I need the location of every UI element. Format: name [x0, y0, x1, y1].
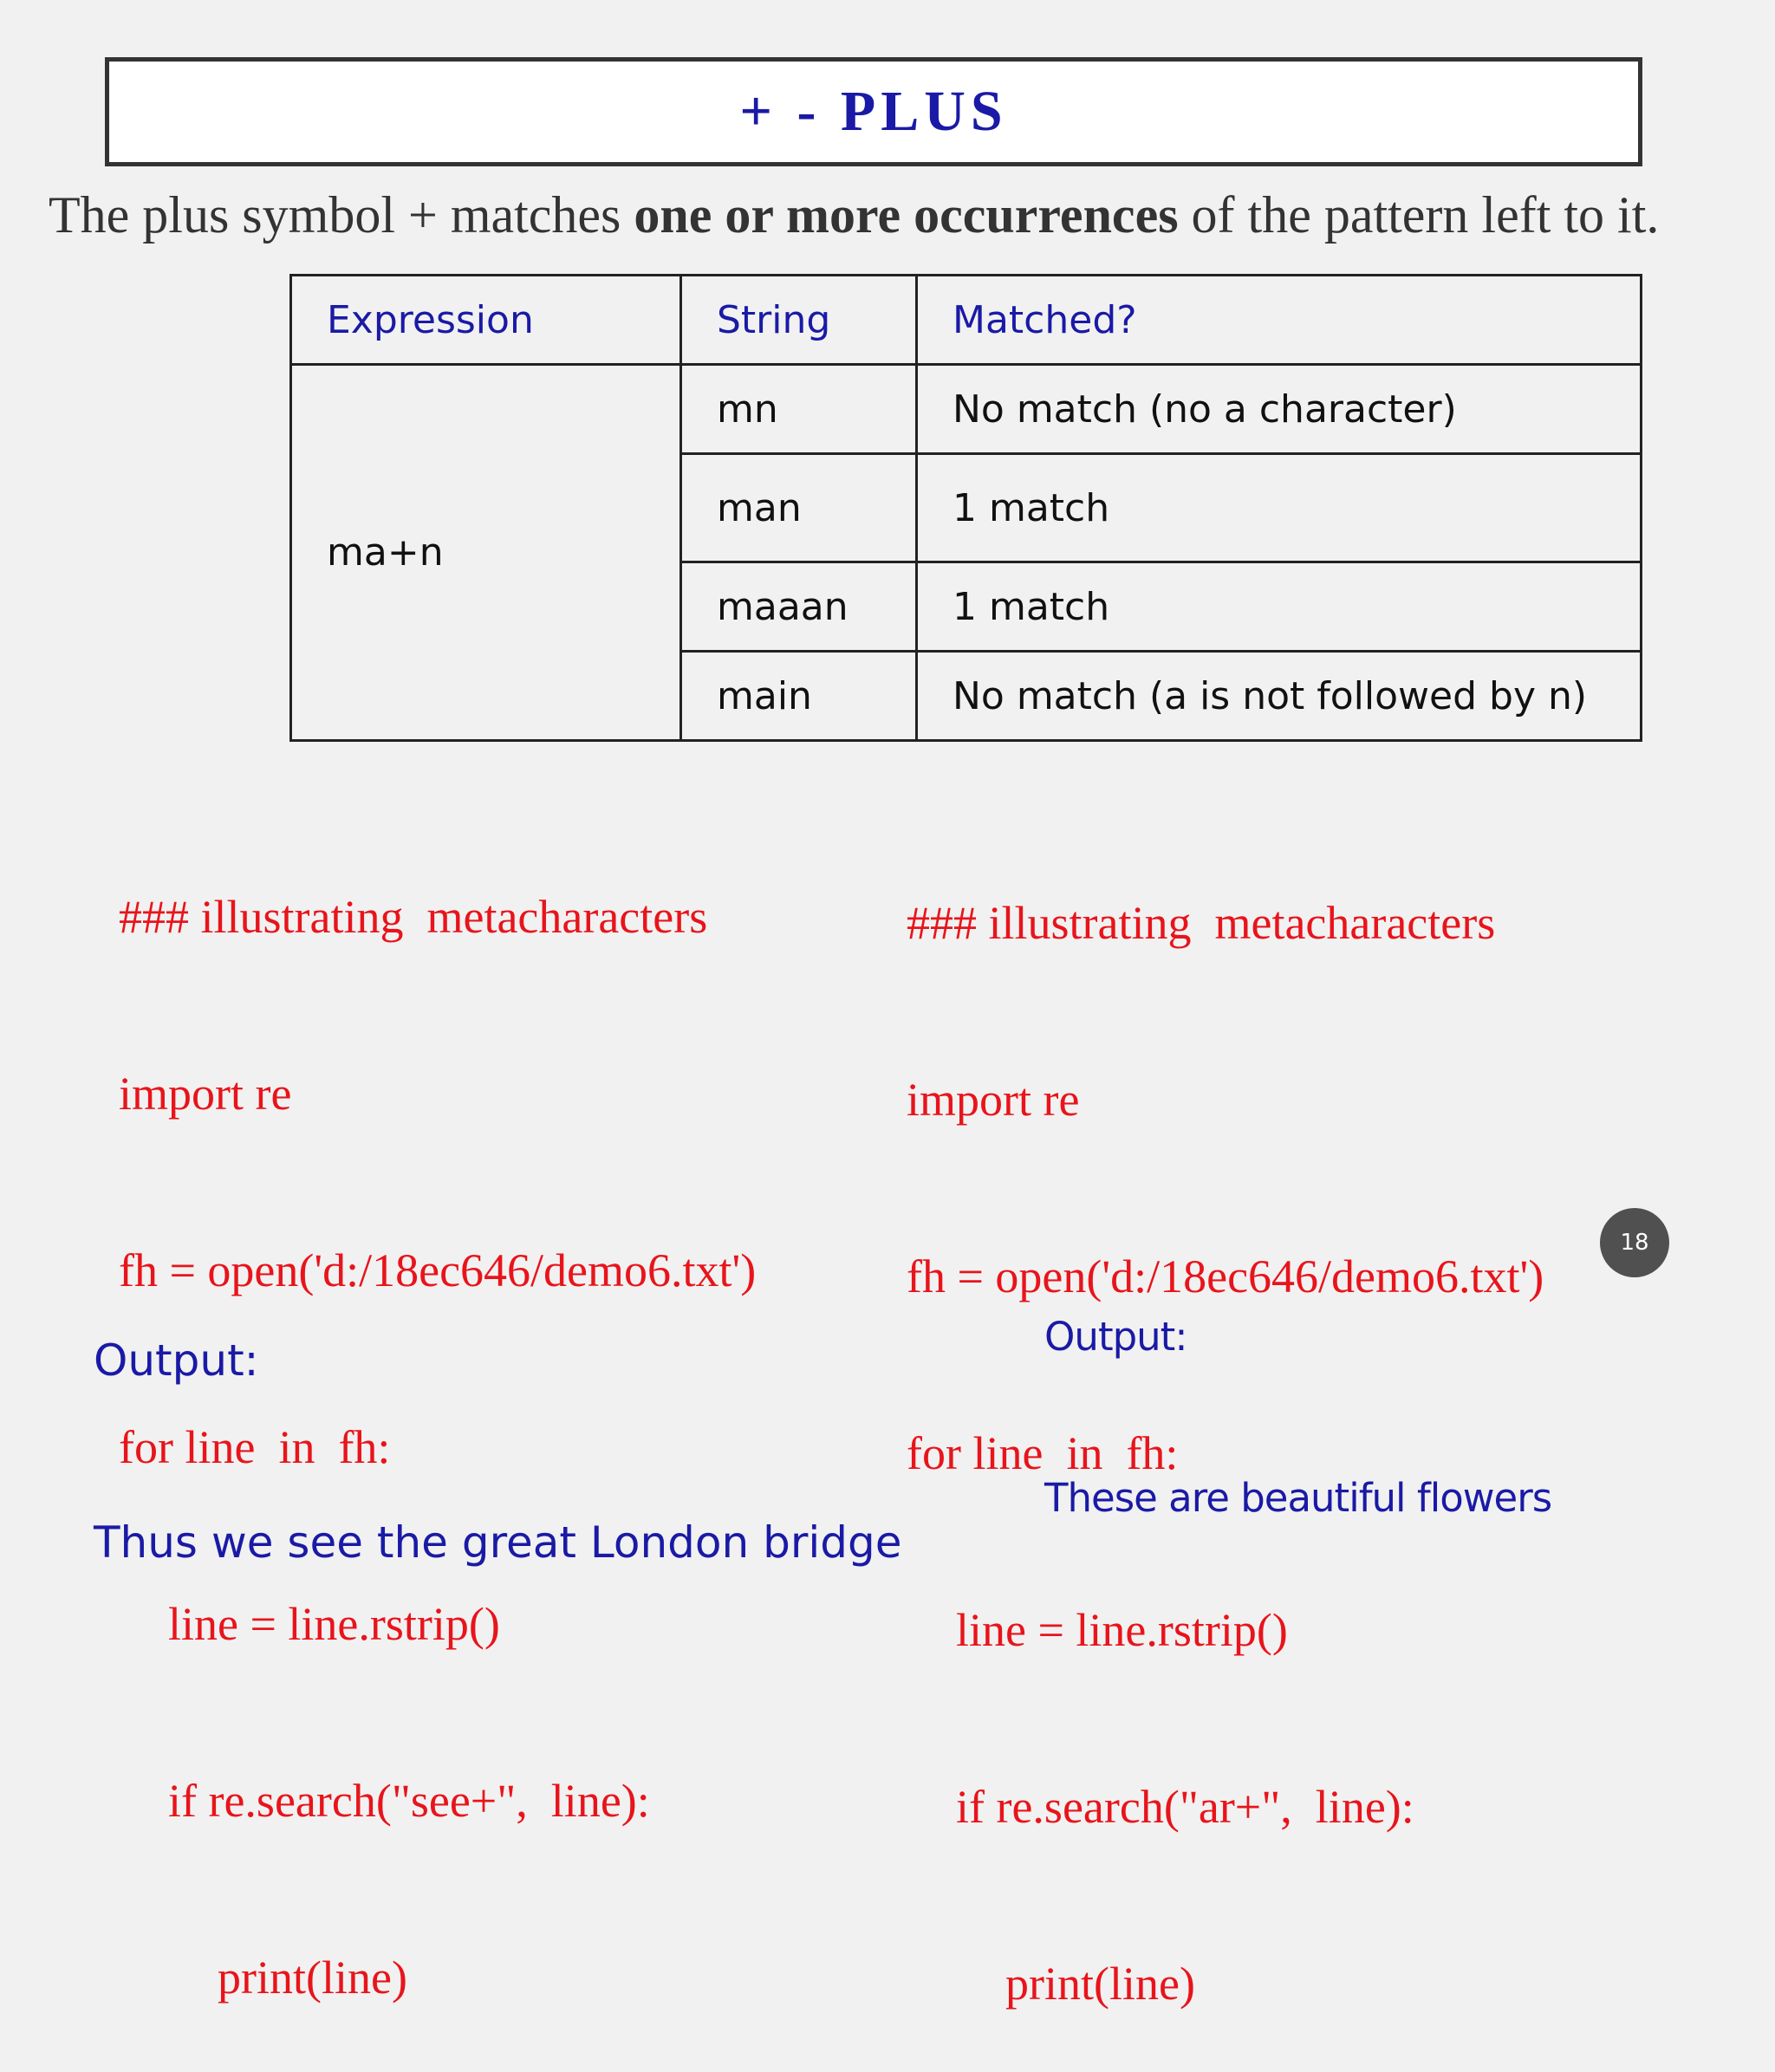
code-line: print(line): [218, 1952, 407, 2004]
code-line: fh = open('d:/18ec646/demo6.txt'): [119, 1244, 757, 1296]
header-matched: Matched?: [917, 276, 1642, 365]
string-cell: main: [681, 652, 917, 741]
string-cell: man: [681, 454, 917, 562]
code-line: import re: [119, 1068, 292, 1120]
code-line: print(line): [1005, 1958, 1195, 2010]
code-line: if re.search("ar+", line):: [956, 1781, 1414, 1833]
header-expression: Expression: [291, 276, 681, 365]
table-row: [291, 365, 1642, 454]
matched-cell: 1 match: [917, 562, 1642, 652]
code-line: ### illustrating metacharacters: [907, 897, 1496, 949]
code-line: for line in fh:: [119, 1421, 391, 1473]
code-line: fh = open('d:/18ec646/demo6.txt'): [907, 1250, 1544, 1302]
code-line: if re.search("see+", line):: [168, 1775, 650, 1827]
table-header-row: [291, 276, 1642, 365]
title-box: [105, 57, 1642, 166]
code-line: import re: [907, 1074, 1080, 1126]
matched-cell: No match (a is not followed by n): [917, 652, 1642, 741]
code-line: ### illustrating metacharacters: [119, 891, 708, 943]
output-text: Thus we see the great London bridge: [94, 1517, 902, 1568]
string-cell: mn: [681, 365, 917, 454]
page-number: 18: [1620, 1230, 1649, 1256]
output-label: Output:: [1044, 1314, 1187, 1360]
regex-table: [289, 274, 1642, 742]
page-number-badge: [1600, 1208, 1669, 1277]
matched-cell: 1 match: [917, 454, 1642, 562]
expression-cell: ma+n: [291, 365, 681, 741]
code-line: line = line.rstrip(): [168, 1598, 500, 1650]
matched-cell: No match (no a character): [917, 365, 1642, 454]
output-block-right: [1044, 1203, 1551, 1579]
code-line: line = line.rstrip(): [956, 1604, 1288, 1656]
intro-paragraph: [49, 182, 1730, 248]
output-label: Output:: [94, 1335, 259, 1386]
slide-title: + - PLUS: [739, 80, 1008, 143]
intro-text-end: of the pattern left to it.: [1178, 186, 1660, 244]
output-block-left: [94, 1209, 902, 1634]
code-line: for line in fh:: [907, 1427, 1179, 1479]
intro-text-start: The plus symbol + matches: [49, 186, 634, 244]
header-string: String: [681, 276, 917, 365]
output-text: These are beautiful flowers: [1044, 1475, 1552, 1521]
string-cell: maaan: [681, 562, 917, 652]
intro-bold-text: one or more occurrences: [634, 186, 1179, 244]
